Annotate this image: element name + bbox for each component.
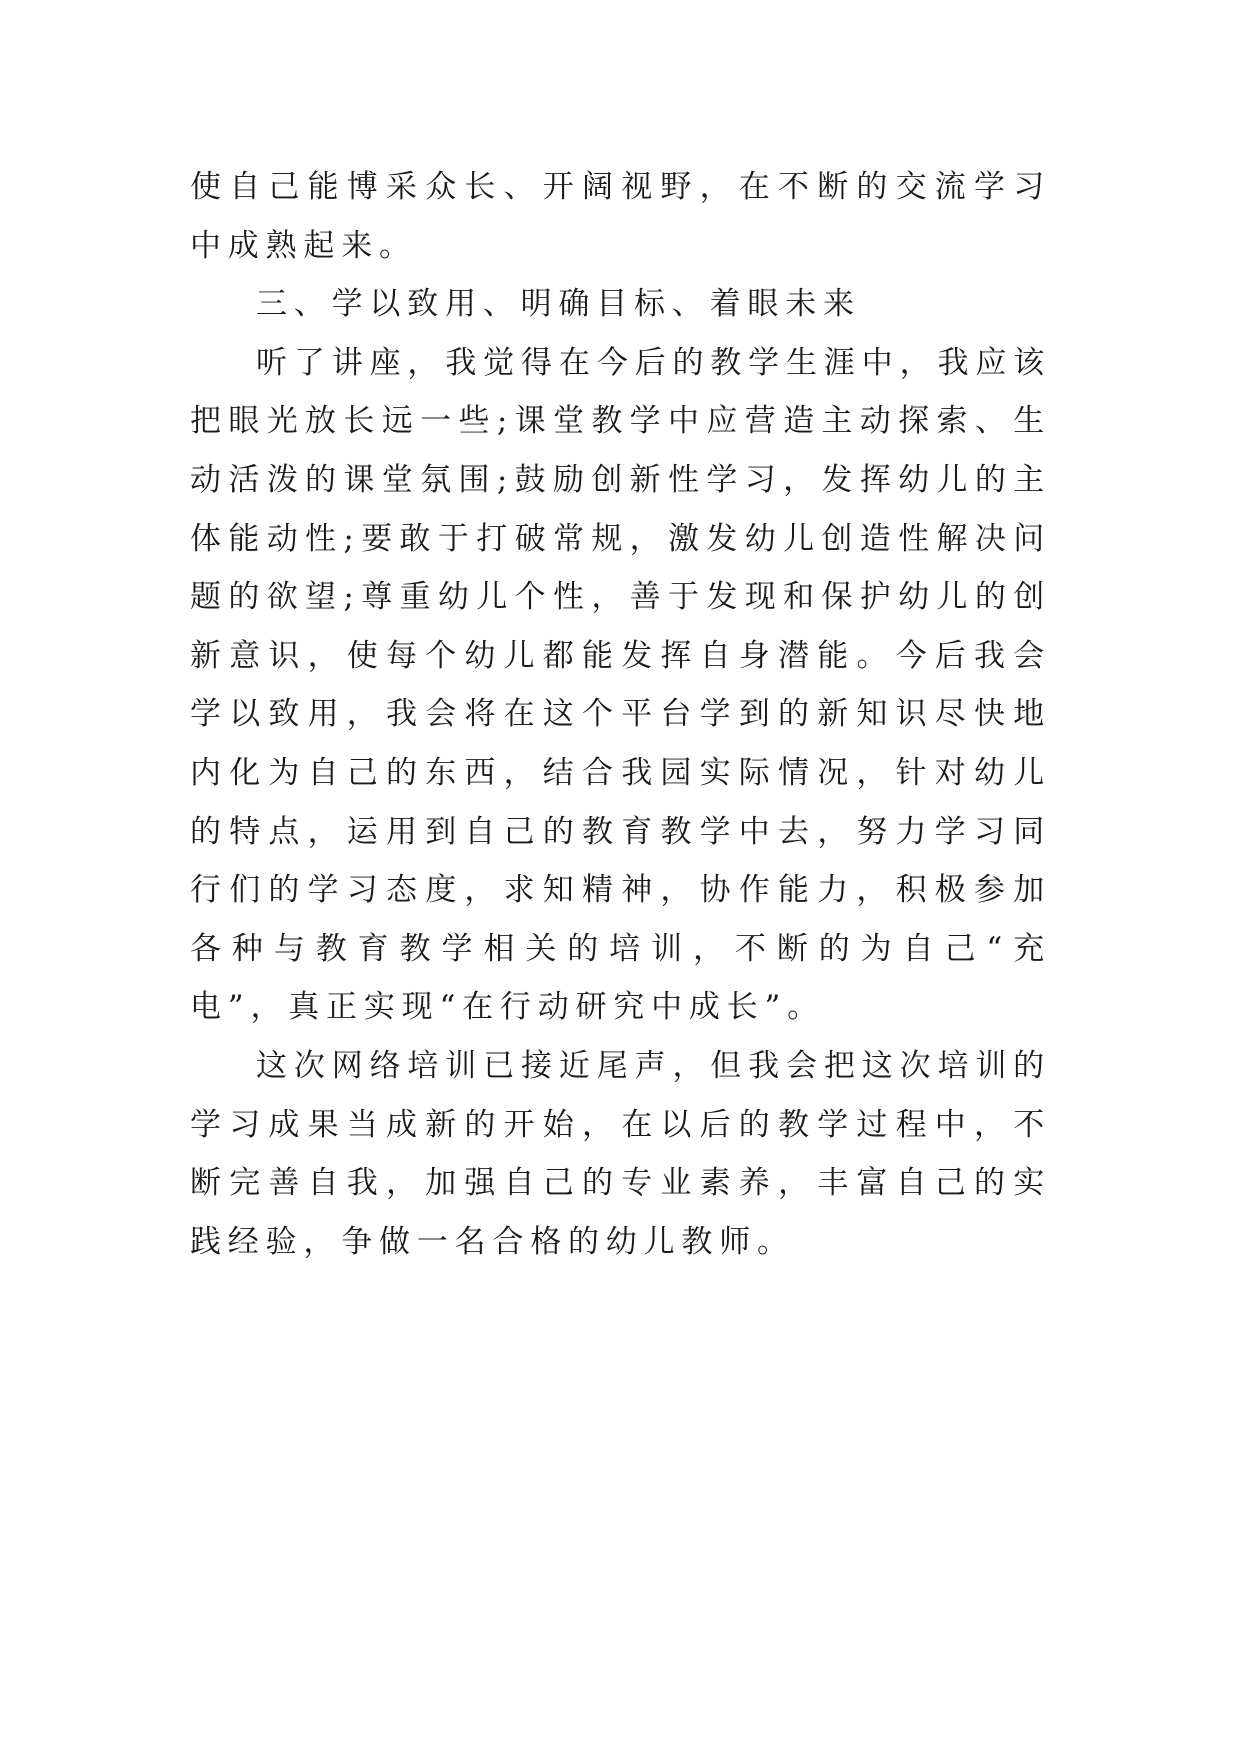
paragraph-lecture-reflection: 听了讲座，我觉得在今后的教学生涯中，我应该把眼光放长远一些;课堂教学中应营造主动探索、生动活泼的课堂氛围;鼓励创新性学习，发挥幼儿的主体能动性;要敢于打破常规，激发幼儿创造性解决问题的欲望;尊重幼儿个性，善于发现和保护幼儿的创新意识，使每个幼儿都能发挥自身潜能。今后我会学以致用，我会将在这个平台学到的新知识尽快地内化为自己的东西，结合我园实际情况，针对幼儿的特点，运用到自己的教育教学中去，努力学习同行们的学习态度，求知精神，协作能力，积极参加各种与教育教学相关的培训，不断的为自己“充电”，真正实现“在行动研究中成长”。 bbox=[190, 344, 1051, 1026]
document-body bbox=[190, 158, 1051, 1271]
paragraph-continuation: 使自己能博采众长、开阔视野，在不断的交流学习中成熟起来。 bbox=[190, 169, 1051, 264]
section-heading: 三、学以致用、明确目标、着眼未来 bbox=[256, 286, 861, 323]
paragraph-conclusion: 这次网络培训已接近尾声，但我会把这次培训的学习成果当成新的开始，在以后的教学过程中，不断完善自我，加强自己的专业素养，丰富自己的实践经验，争做一名合格的幼儿教师。 bbox=[190, 1047, 1051, 1260]
